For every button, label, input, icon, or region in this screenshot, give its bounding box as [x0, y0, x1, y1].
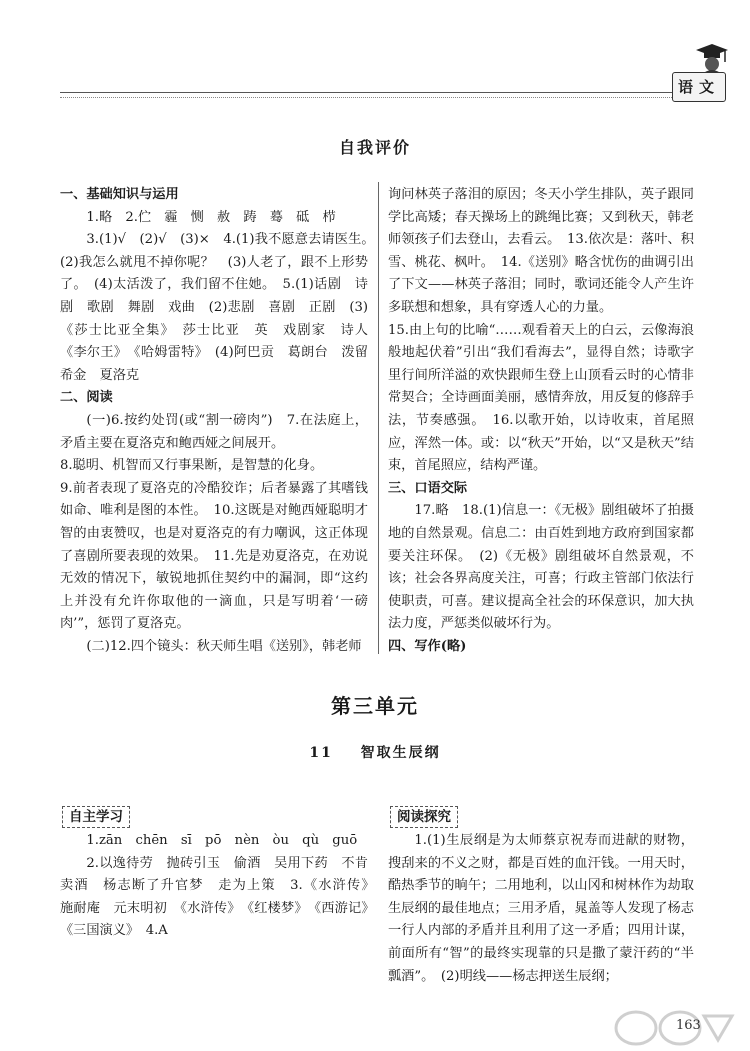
- self-eval-title: 自我评价: [338, 138, 411, 157]
- answer-paragraph: 17.略 18.(1)信息一：《无极》剧组破坏了拍摄地的自然景观。信息二：由百姓到地方政府到国家都要关注环保。 (2)《无极》剧组破坏自然景观，不该；社会各界高度关注，可喜；行政主管部门依法行使职责，可喜。建议提高全社会的环保意识，加大执法力度，严惩类似破坏行为。: [388, 503, 694, 632]
- answer-paragraph: 15.由上句的比喻“……观看着天上的白云，云像海浪般地起伏着”引出“我们看海去”，显得自然；诗歌字里行间所洋溢的欢快跟师生登上山顶看云时的心情非常契合；全诗画面美丽，感情奔放，用反复的修辞手法，节奏感强。 16.以歌开始，以诗收束，首尾照应，浑然一体。或：以“秋天”开始，以“又是秋天”结束，首尾照应，结构严谨。: [388, 322, 694, 474]
- lesson-number: 11: [309, 745, 333, 761]
- unit-title: 第三单元: [331, 694, 419, 718]
- page-number: 163: [676, 1018, 701, 1033]
- section-heading: 三、口语交际: [388, 480, 468, 496]
- subject-tab: 语文: [672, 72, 726, 102]
- section-heading: 四、写作(略): [388, 638, 467, 654]
- section-heading: 一、基础知识与运用: [60, 187, 179, 202]
- reading-explore-tag: 阅读探究: [390, 806, 458, 828]
- watermark-logo: [608, 1008, 738, 1048]
- self-eval-right-column: [388, 184, 694, 658]
- self-eval-left-column: [60, 184, 382, 658]
- answer-paragraph: 1.略 2.伫 霾 恻 赦 踌 蓦 砥 栉: [86, 209, 336, 225]
- answer-paragraph: 1.zān chēn sī pō nèn òu qù guō: [86, 833, 358, 848]
- lesson-heading: [0, 742, 750, 762]
- header-dotted-rule: [60, 97, 700, 98]
- self-study-tag: 自主学习: [62, 806, 130, 828]
- answer-paragraph: 2.以逸待劳 抛砖引玉 偷酒 吴用下药 不肯卖酒 杨志断了升官梦 走为上策 3.《水浒传》 施耐庵 元末明初 《水浒传》 《红楼梦》 《西游记》 《三国演义》 4.A: [60, 855, 382, 939]
- answer-paragraph: (二)12.四个镜头：秋天师生唱《送别》，韩老师: [86, 638, 362, 654]
- answer-paragraph: 8.聪明、机智而又行事果断，是智慧的化身。: [60, 458, 324, 474]
- reading-explore-column: [388, 830, 694, 988]
- scholar-cap-icon: [690, 40, 730, 76]
- answer-paragraph: 3.(1)√ (2)√ (3)× 4.(1)我不愿意去请医生。 (2)我怎么就甩不掉你呢？ (3)人老了，跟不上形势了。 (4)太活泼了，我们留不住她。 5.(1)话剧 诗剧 歌剧 舞剧 戏曲 (2)悲剧 喜剧 正剧 (3)《莎士比亚全集》 莎士比亚 英 戏剧家 诗人 《李尔王》 《哈姆雷特》 (4)阿巴贡 葛朗台 泼留希金 夏洛克: [60, 232, 382, 383]
- column-divider: [378, 182, 379, 654]
- answer-paragraph: 9.前者表现了夏洛克的冷酷狡诈；后者暴露了其嗜钱如命、唯利是图的本性。 10.这既是对鲍西娅聪明才智的由衷赞叹，也是对夏洛克的有力嘲讽，这正体现了喜剧所要表现的效果。 11.先是劝夏洛克，在劝说无效的情况下，敏锐地抓住契约中的漏洞，即“这约上并没有允许你取他的一滴血，只是写明着‘一磅肉’”，惩罚了夏洛克。: [60, 480, 368, 632]
- answer-paragraph: 1.(1)生辰纲是为太师蔡京祝寿而进献的财物，搜刮来的不义之财，都是百姓的血汗钱。一用天时，酷热季节的晌午；二用地利，以山冈和树林作为劫取生辰纲的最佳地点；三用矛盾，晁盖等人发现了杨志一行人内部的矛盾并且利用了这一矛盾；四用计谋，前面所有“智”的最终实现靠的只是撒了蒙汗药的“半瓢酒”。 (2)明线——杨志押送生辰纲；: [388, 833, 694, 984]
- lesson-title: 智取生辰纲: [360, 745, 441, 761]
- answer-paragraph: 询问林英子落泪的原因；冬天小学生排队，英子跟同学比高矮；春天操场上的跳绳比赛；又到秋天，韩老师领孩子们去登山，去看云。 13.依次是：落叶、积雪、桃花、枫叶。 14.《送别》略含忧伤的曲调引出了下文——林英子落泪；同时，歌词还能令人产生许多联想和想象，具有穿透人心的力量。: [388, 187, 694, 315]
- self-study-column: [60, 830, 382, 943]
- section-heading: 二、阅读: [60, 390, 113, 406]
- answer-paragraph: (一)6.按约处罚(或“割一磅肉”) 7.在法庭上，矛盾主要在夏洛克和鲍西娅之间展开。: [60, 412, 368, 451]
- header-rule: [60, 92, 700, 93]
